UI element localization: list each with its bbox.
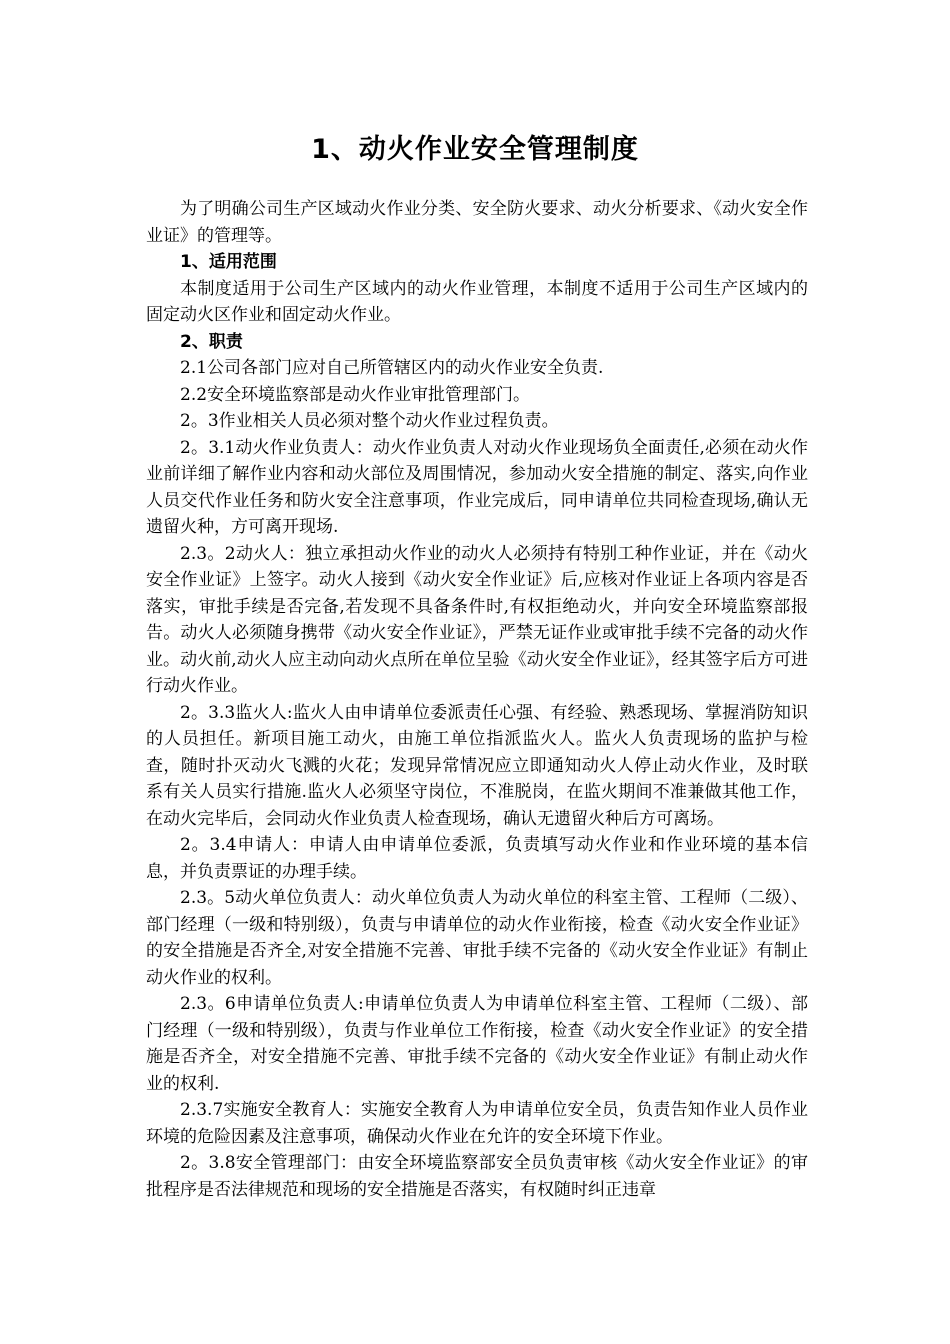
body-paragraph: 2。3.3监火人:监火人由申请单位委派责任心强、有经验、熟悉现场、掌握消防知识的人员担任。新项目施工动火，由施工单位指派监火人。监火人负责现场的监护与检查，随时扑灭动火飞溅的火花；发现异常情况应立即通知动火人停止动火作业，及时联系有关人员实行措施.监火人必须坚守岗位，不准脱岗，在监火期间不准兼做其他工作，在动火完毕后，会同动火作业负责人检查现场，确认无遗留火种后方可离场。	[146, 702, 808, 829]
body-paragraph: 2。3.8安全管理部门：由安全环境监察部安全员负责审核《动火安全作业证》的审批程序是否法律规范和现场的安全措施是否落实，有权随时纠正违章	[146, 1153, 808, 1200]
section-heading: 1、适用范围	[180, 252, 277, 272]
body-paragraph: 2.3。5动火单位负责人：动火单位负责人为动火单位的科室主管、工程师（二级）、部门经理（一级和特别级），负责与申请单位的动火作业衔接，检查《动火安全作业证》的安全措施是否齐全,对安全措施不完善、审批手续不完备的《动火安全作业证》有制止动火作业的权利。	[146, 888, 808, 988]
body-paragraph: 2。3.1动火作业负责人：动火作业负责人对动火作业现场负全面责任,必须在动火作业前详细了解作业内容和动火部位及周围情况，参加动火安全措施的制定、落实,向作业人员交代作业任务和防火安全注意事项，作业完成后，同申请单位共同检查现场,确认无遗留火种，方可离开现场.	[146, 437, 808, 537]
body-paragraph: 2.3.7实施安全教育人：实施安全教育人为申请单位安全员，负责告知作业人员作业环境的危险因素及注意事项，确保动火作业在允许的安全环境下作业。	[146, 1100, 808, 1147]
body-paragraph: 2。3作业相关人员必须对整个动火作业过程负责。	[180, 411, 559, 431]
body-paragraph: 2。3.4申请人：申请人由申请单位委派，负责填写动火作业和作业环境的基本信息，并负责票证的办理手续。	[146, 835, 808, 882]
body-paragraph: 2.3。2动火人：独立承担动火作业的动火人必须持有特别工种作业证，并在《动火安全作业证》上签字。动火人接到《动火安全作业证》后,应核对作业证上各项内容是否落实，审批手续是否完备,若发现不具备条件时,有权拒绝动火，并向安全环境监察部报告。动火人必须随身携带《动火安全作业证》，严禁无证作业或审批手续不完备的动火作业。动火前,动火人应主动向动火点所在单位呈验《动火安全作业证》，经其签字后方可进行动火作业。	[146, 543, 808, 696]
body-paragraph: 2.3。6申请单位负责人:申请单位负责人为申请单位科室主管、工程师（二级）、部门经理（一级和特别级），负责与作业单位工作衔接，检查《动火安全作业证》的安全措施是否齐全，对安全措施不完善、审批手续不完备的《动火安全作业证》有制止动火作业的权利.	[146, 994, 808, 1094]
body-paragraph: 本制度适用于公司生产区域内的动火作业管理，本制度不适用于公司生产区域内的固定动火区作业和固定动火作业。	[146, 278, 808, 325]
body-paragraph: 2.1公司各部门应对自己所管辖区内的动火作业安全负责.	[180, 358, 604, 378]
document-body	[146, 196, 808, 1203]
body-paragraph: 为了明确公司生产区域动火作业分类、安全防火要求、动火分析要求、《动火安全作业证》的管理等。	[146, 199, 808, 246]
section-heading: 2、职责	[180, 331, 243, 352]
body-paragraph: 2.2安全环境监察部是动火作业审批管理部门。	[180, 384, 531, 405]
page-title: 1、动火作业安全管理制度	[311, 134, 639, 165]
